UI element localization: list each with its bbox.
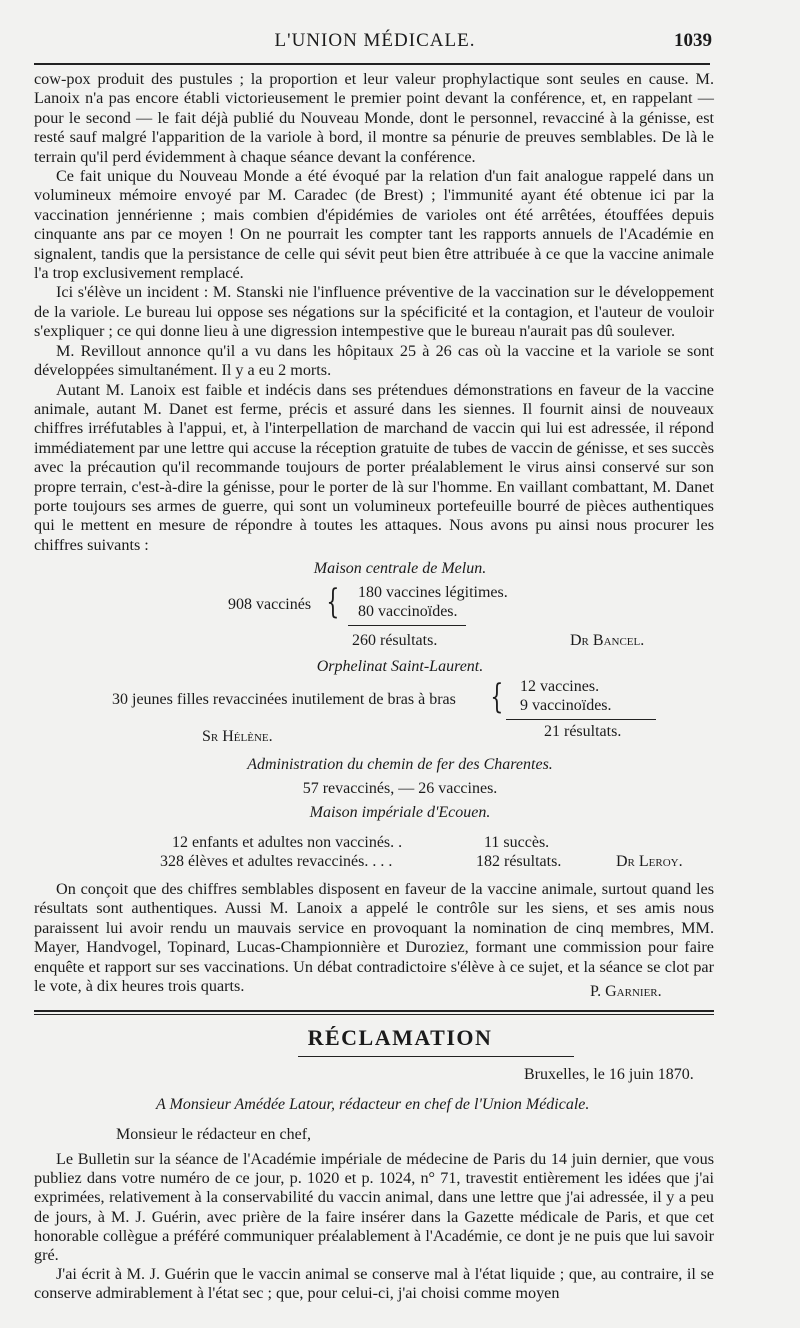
charentes-heading: Administration du chemin de fer des Charentes.	[247, 756, 553, 773]
article-body	[34, 70, 714, 555]
running-header	[30, 26, 720, 56]
ecouen-doctor: Dr Leroy.	[616, 853, 683, 870]
conclusion-block	[34, 880, 714, 996]
ecouen-row-2-right: 182 résultats.	[476, 853, 562, 870]
charentes-text: 57 revaccinés, — 26 vaccines.	[302, 780, 498, 797]
saint-laurent-line-1: 12 vaccines.	[520, 678, 600, 695]
melun-brace: {	[326, 582, 340, 622]
title-underline	[298, 1056, 574, 1057]
paragraph-5: Autant M. Lanoix est faible et indécis dans ses prétendues démonstrations en faveur de la vaccine animale, autant M. Danet est ferme, précis et assuré dans les siennes. Il fournit ainsi de nouveaux chiffres irréfutables à l'appui, et, à l'interpellation de marchand de vaccin qui lui est adressée, il répond immédiatement par une lettre qui accuse la réception gratuite de tubes de vaccin de génisse, et ses succès avec la précaution qu'il recommande toujours de porter préalablement le virus ainsi conservé sur son propre terrain, c'est-à-dire la génisse, pour le porter de là sur l'homme. En vaillant combattant, M. Danet porte toujours ses armes de guerre, qui sont un volumineux portefeuille bourré de pièces authentiques qui le mettent en mesure de répondre à toutes les attaques. Nous avons pu ainsi nous procurer les chiffres suivants :	[34, 380, 714, 554]
dateline: Bruxelles, le 16 juin 1870.	[524, 1066, 694, 1083]
saint-laurent-heading: Orphelinat Saint-Laurent.	[316, 658, 484, 675]
melun-doctor: Dr Bancel.	[570, 632, 645, 649]
melun-line-1: 180 vaccines légitimes.	[358, 584, 508, 601]
reclamation-title: RÉCLAMATION	[307, 1025, 493, 1050]
melun-vaccinated: 908 vaccinés	[228, 596, 312, 613]
conclusion-paragraph: On conçoit que des chiffres semblables disposent en faveur de la vaccine animale, surtout quand les résultats sont authentiques. Aussi M. Lanoix a appelé le contrôle sur les siens, et ses amis nous paraissent lui avoir rendu un mauvais service en provoquant la nomination de cinq membres, MM. Mayer, Handvogel, Topinard, Lucas-Championnière et Duroziez, formant une commission pour faire enquête et rapport sur ses vaccinations. Un débat contradictoire s'élève à ce sujet, et la séance se clot par le vote, à dix heures trois quarts.	[34, 880, 714, 996]
melun-line-2: 80 vaccinoïdes.	[358, 603, 458, 620]
ecouen-row-1-right: 11 succès.	[484, 834, 550, 851]
melun-total: 260 résultats.	[352, 632, 438, 649]
melun-heading: Maison centrale de Melun.	[313, 560, 487, 577]
saint-laurent-brace: {	[490, 677, 504, 717]
saint-laurent-text: 30 jeunes filles revaccinées inutilement de bras à bras	[112, 691, 456, 708]
section-rule-top-thin	[34, 1014, 714, 1015]
ecouen-row-2-left: 328 élèves et adultes revaccinés. . . .	[160, 853, 393, 870]
paragraph-2: Ce fait unique du Nouveau Monde a été évoqué par la relation d'un fait analogue rappelé dans un volumineux mémoire envoyé par M. Caradec (de Brest) ; l'immunité ayant été obtenue ici par la vaccination jennérienne ; mais combien d'épidémies de varioles ont été arrêtées, étouffées depuis cinquante ans par ce moyen ! On ne pourrait les compter tant les rapports annuels de l'Académie en signalent, tandis que la persistance de celle qui sévit peut bien être attribuée à ce que la vaccine animale l'a trop exclusivement remplacé.	[34, 167, 714, 283]
ecouen-row-1-left: 12 enfants et adultes non vaccinés. .	[172, 834, 403, 851]
letter-paragraph-1: Le Bulletin sur la séance de l'Académie impériale de médecine de Paris du 14 juin dernier, que vous publiez dans votre numéro de ce jour, p. 1020 et p. 1024, n° 71, travestit entièrement les idées que j'ai exprimées, relativement à la conservabilité du vaccin animal, dans une lettre que j'ai adressée, il y a peu de jours, à M. J. Guérin, avec prière de la faire insérer dans la Gazette médicale de Paris, et que cet honorable collègue a préféré communiquer préalablement à l'Académie, ce dont je ne puis que lui savoir gré.	[34, 1150, 714, 1265]
paragraph-1: cow-pox produit des pustules ; la proportion et leur valeur prophylactique sont seules en cause. M. Lanoix n'a pas encore établi victorieusement le premier point devant la conférence, et, en rappelant — pour le second — le fait déjà publié du Nouveau Monde, dont le personnel, revacciné à la génisse, est resté sauf malgré l'apparition de la variole à bord, il montre sa pénurie de preuves semblables. De là le terrain qu'il perd évidemment à chaque séance devant la conférence.	[34, 70, 714, 166]
saint-laurent-signatory: Sr Hélène.	[202, 728, 273, 745]
section-rule-top	[34, 1010, 714, 1012]
ecouen-heading: Maison impériale d'Ecouen.	[309, 804, 491, 821]
melun-rule	[348, 625, 466, 626]
paragraph-3: Ici s'élève un incident : M. Stanski nie l'influence préventive de la vaccination sur le développement de la variole. Le bureau lui oppose ses négations sur la spécificité et la contagion, et l'auteur de vouloir s'expliquer ; ce qui donne lieu à une digression intempestive que le bureau n'aurait pas dû soulever.	[34, 283, 714, 341]
saint-laurent-rule	[506, 719, 656, 720]
header-rule	[34, 63, 710, 65]
signature: P. Garnier.	[590, 983, 662, 1000]
saint-laurent-total: 21 résultats.	[544, 723, 622, 740]
letter-paragraph-2: J'ai écrit à M. J. Guérin que le vaccin animal se conserve mal à l'état liquide ; que, au contraire, il se conserve admirablement à l'état sec ; que, pour celui-ci, j'ai choisi comme moyen	[34, 1265, 714, 1303]
salutation: Monsieur le rédacteur en chef,	[116, 1126, 312, 1143]
paragraph-4: M. Revillout annonce qu'il a vu dans les hôpitaux 25 à 26 cas où la vaccine et la variole se sont développées simultanément. Il y a eu 2 morts.	[34, 341, 714, 380]
saint-laurent-line-2: 9 vaccinoïdes.	[520, 697, 612, 714]
letter-body	[34, 1150, 714, 1304]
page-number: 1039	[674, 30, 712, 51]
address-line: A Monsieur Amédée Latour, rédacteur en chef de l'Union Médicale.	[156, 1096, 590, 1113]
journal-title: L'UNION MÉDICALE.	[274, 30, 476, 51]
